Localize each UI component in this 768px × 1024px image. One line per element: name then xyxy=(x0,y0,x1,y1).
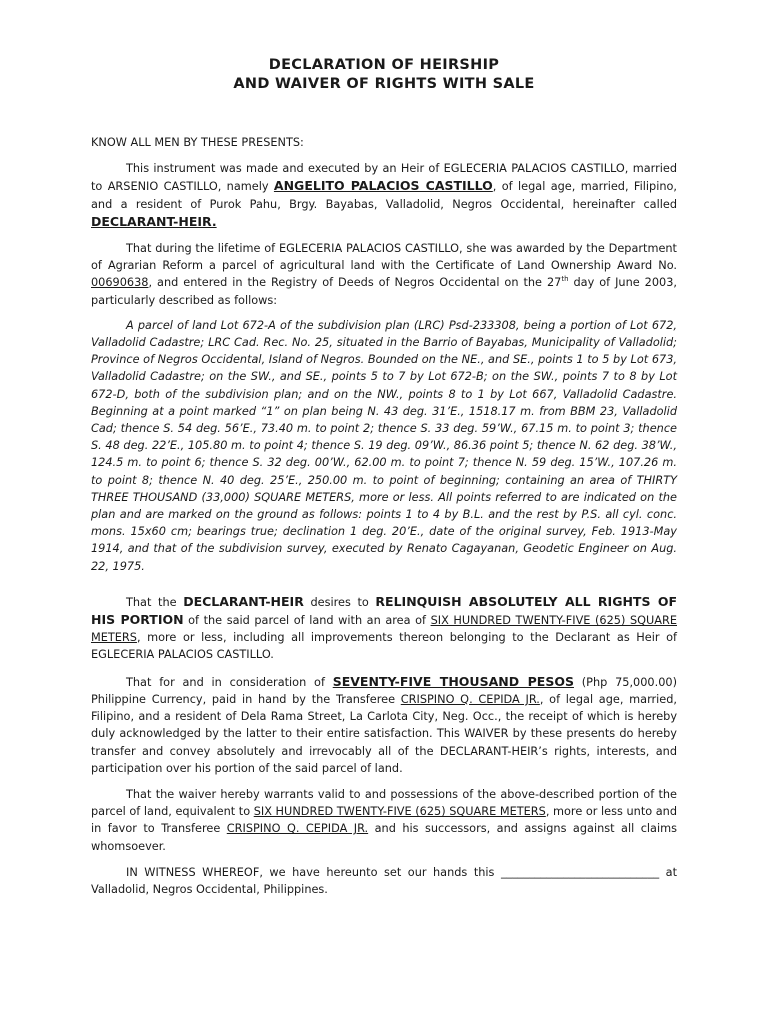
paragraph-witness: IN WITNESS WHEREOF, we have hereunto set our hands this ____________________________ at Valladolid, Negros Occidental, Philippines. xyxy=(91,865,677,896)
paragraph-consideration: That for and in consideration of SEVENTY-FIVE THOUSAND PESOS (Php 75,000.00) Philippine Currency, paid in hand by the Transferee CRISPINO Q. CEPIDA JR., of legal age, married, Filipino, and a resident of Dela Rama Street, La Carlota City, Neg. Occ., the receipt of which is hereby duly acknowledged by the latter to their entire satisfaction. This WAIVER by these presents do hereby transfer and convey absolutely and irrevocably all of the DECLARANT-HEIR’s rights, interests, and participation over his portion of the said parcel of land. xyxy=(91,673,678,775)
award-number: 00690638 xyxy=(91,276,149,290)
title-line-2: AND WAIVER OF RIGHTS WITH SALE xyxy=(233,76,535,92)
transferee-name: CRISPINO Q. CEPIDA JR. xyxy=(400,692,540,706)
declarant-designation: DECLARANT-HEIR. xyxy=(91,213,217,229)
date-blank: ____________________________ xyxy=(500,865,660,879)
document-page xyxy=(91,56,677,898)
title-line-1: DECLARATION OF HEIRSHIP xyxy=(268,57,500,73)
document-title xyxy=(91,56,677,94)
paragraph-warranty: That the waiver hereby warrants valid to and possessions of the above-described portion of the parcel of land, equivalent to SIX HUNDRED TWENTY-FIVE (625) SQUARE METERS, more or less unto and in favor to Transferee CRISPINO Q. CEPIDA JR. and his successors, and assigns against all claims whomsoever. xyxy=(91,787,678,853)
relinquish-clause: RELINQUISH ABSOLUTELY ALL RIGHTS OF HIS PORTION xyxy=(91,593,677,628)
transferee-name-2: CRISPINO Q. CEPIDA JR. xyxy=(226,822,369,836)
paragraph-relinquish: That the DECLARANT-HEIR desires to RELINQUISH ABSOLUTELY ALL RIGHTS OF HIS PORTION of the said parcel of land with an area of SIX HUNDRED TWENTY-FIVE (625) SQUARE METERS, more or less, including all improvements thereon belonging to the Declarant as Heir of EGLECERIA PALACIOS CASTILLO. xyxy=(91,593,677,662)
intro-line: KNOW ALL MEN BY THESE PRESENTS: xyxy=(91,136,304,149)
declarant-heir-label: DECLARANT-HEIR xyxy=(183,593,304,609)
consideration-amount: SEVENTY-FIVE THOUSAND PESOS xyxy=(332,673,574,689)
declarant-name: ANGELITO PALACIOS CASTILLO xyxy=(273,178,493,194)
paragraph-parties: This instrument was made and executed by an Heir of EGLECERIA PALACIOS CASTILLO, married to ARSENIO CASTILLO, namely ANGELITO PALACIOS CASTILLO, of legal age, married, Filipino, and a resident of Purok Pahu, Brgy. Bayabas, Valladolid, Negros Occidental, hereinafter called DECLARANT-HEIR. xyxy=(91,162,677,229)
area-text-2: SIX HUNDRED TWENTY-FIVE (625) SQUARE METERS xyxy=(253,805,546,819)
area-text: SIX HUNDRED TWENTY-FIVE (625) SQUARE METERS xyxy=(91,614,677,645)
land-description: A parcel of land Lot 672-A of the subdivision plan (LRC) Psd-233308, being a portion of Lot 672, Valladolid Cadastre; LRC Cad. Rec. No. 25, situated in the Barrio of Bayabas, Municipality of Valladolid; Province of Negros Occidental, Island of Negros. Bounded on the NE., and SE., points 1 to 5 by Lot 673, Valladolid Cadastre; on the SW., and SE., points 5 to 7 by Lot 672-B; on the SW., points 7 to 8 by Lot 672-D, both of the subdivision plan; and on the NW., points 8 to 1 by Lot 667, Valladolid Cadastre. Beginning at a point marked “1” on plan being N. 43 deg. 31’E., 1518.17 m. from BBM 23, Valladolid Cad; thence S. 54 deg. 56’E., 73.40 m. to point 2; thence S. 33 deg. 59’W., 67.15 m. to point 3; thence S. 48 deg. 22’E., 105.80 m. to point 4; thence S. 19 deg. 09’W., 86.36 point 5; thence N. 62 deg. 38’W., 124.5 m. to point 6; thence S. 32 deg. 00’W., 62.00 m. to point 7; thence N. 59 deg. 15’W., 107.26 m. to point 8; thence N. 40 deg. 25’E., 250.00 m. to point of beginning; containing an area of THIRTY THREE THOUSAND (33,000) SQUARE METERS, more or less. All points referred to are indicated on the plan and are marked on the ground as follows: points 1 to 4 by B.L. and the rest by P.S. all cyl. conc. mons. 15x60 cm; bearings true; declination 1 deg. 20’E., date of the original survey, Feb. 1913-May 1914, and that of the subdivision survey, executed by Renato Cagayanan, Geodetic Engineer on Aug. 22, 1975. xyxy=(91,318,677,573)
paragraph-award: That during the lifetime of EGLECERIA PALACIOS CASTILLO, she was awarded by the Department of Agrarian Reform a parcel of agricultural land with the Certificate of Land Ownership Award No. 00690638, and entered in the Registry of Deeds of Negros Occidental on the 27th day of June 2003, particularly described as follows: xyxy=(91,242,677,307)
